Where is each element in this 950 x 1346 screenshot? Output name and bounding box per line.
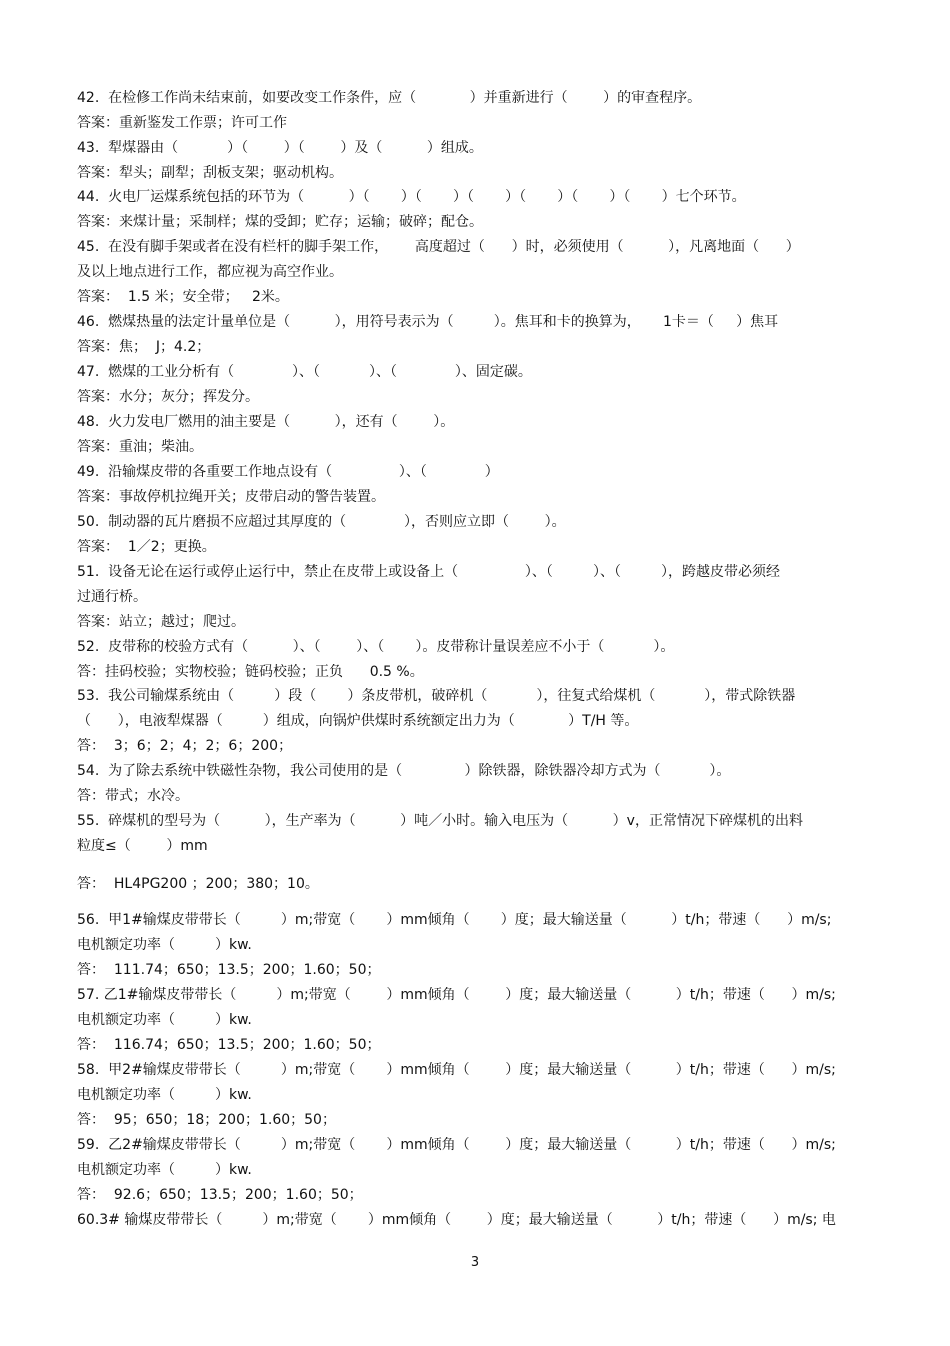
question-44: 44. 火电厂运煤系统包括的环节为（ ）（ ）（ ）（ ）（ ）（ ）（ ）七个环节。 xyxy=(77,189,746,205)
question-56-cont: 电机额定功率（ ）kw. xyxy=(77,937,252,953)
question-47: 47. 燃煤的工业分析有（ ）、（ ）、（ ）、固定碳。 xyxy=(77,364,532,380)
question-53-cont: （ ），电液犁煤器（ ）组成，向锅炉供煤时系统额定出力为（ ）T/H 等。 xyxy=(77,713,639,729)
answer-59: 答： 92.6；650；13.5；200；1.60；50； xyxy=(77,1187,363,1203)
question-51: 51. 设备无论在运行或停止运行中，禁止在皮带上或设备上（ ）、（ ）、（ ），跨越皮带必须经 xyxy=(77,564,781,580)
answer-45: 答案： 1.5 米；安全带； 2米。 xyxy=(77,289,289,305)
answer-53: 答： 3；6；2；4；2；6；200； xyxy=(77,738,293,754)
answer-46: 答案：焦； J；4.2； xyxy=(77,339,211,355)
question-45: 45. 在没有脚手架或者在没有栏杆的脚手架工作， 高度超过（ ）时，必须使用（ ），凡离地面（ ） xyxy=(77,239,800,255)
question-54: 54. 为了除去系统中铁磁性杂物，我公司使用的是（ ）除铁器，除铁器冷却方式为（ ）。 xyxy=(77,763,731,779)
question-49: 49. 沿输煤皮带的各重要工作地点设有（ ）、（ ） xyxy=(77,464,499,480)
answer-51: 答案：站立；越过；爬过。 xyxy=(77,614,245,630)
answer-49: 答案：事故停机拉绳开关；皮带启动的警告装置。 xyxy=(77,489,385,505)
question-46: 46. 燃煤热量的法定计量单位是（ ），用符号表示为（ ）。焦耳和卡的换算为， 1卡＝（ ）焦耳 xyxy=(77,314,779,330)
question-58-cont: 电机额定功率（ ）kw. xyxy=(77,1087,252,1103)
question-45-cont: 及以上地点进行工作，都应视为高空作业。 xyxy=(77,264,343,280)
answer-42: 答案：重新鉴发工作票；许可工作 xyxy=(77,115,287,131)
question-59: 59. 乙2#输煤皮带带长（ ）m;带宽（ ）mm倾角（ ）度；最大输送量（ ）t/h；带速（ ）m/s; xyxy=(77,1137,836,1153)
question-42: 42. 在检修工作尚未结束前，如要改变工作条件，应（ ）并重新进行（ ）的审查程序。 xyxy=(77,90,702,106)
question-57-cont: 电机额定功率（ ）kw. xyxy=(77,1012,252,1028)
question-57: 57. 乙1#输煤皮带带长（ ）m;带宽（ ）mm倾角（ ）度；最大输送量（ ）t/h；带速（ ）m/s; xyxy=(77,987,836,1003)
question-55-cont: 粒度≤（ ）mm xyxy=(77,838,208,854)
answer-48: 答案：重油；柴油。 xyxy=(77,439,203,455)
question-51-cont: 过通行桥。 xyxy=(77,589,147,605)
question-59-cont: 电机额定功率（ ）kw. xyxy=(77,1162,252,1178)
answer-50: 答案： 1／2；更换。 xyxy=(77,539,216,555)
answer-54: 答：带式；水冷。 xyxy=(77,788,189,804)
question-60: 60.3# 输煤皮带带长（ ）m;带宽（ ）mm倾角（ ）度；最大输送量（ ）t/h；带速（ ）m/s; 电 xyxy=(77,1212,836,1228)
answer-43: 答案：犁头；副犁；刮板支架；驱动机构。 xyxy=(77,165,343,181)
answer-55: 答： HL4PG200 ；200；380；10。 xyxy=(77,876,319,892)
answer-58: 答： 95；650；18；200；1.60；50； xyxy=(77,1112,336,1128)
question-52: 52. 皮带称的校验方式有（ ）、（ ）、（ ）。皮带称计量误差应不小于（ ）。 xyxy=(77,639,675,655)
question-43: 43. 犁煤器由（ ）（ ）（ ）及（ ）组成。 xyxy=(77,140,483,156)
question-55: 55. 碎煤机的型号为（ ），生产率为（ ）吨／小时。输入电压为（ ）v，正常情况下碎煤机的出料 xyxy=(77,813,803,829)
question-53: 53. 我公司输煤系统由（ ）段（ ）条皮带机，破碎机（ ），往复式给煤机（ ），带式除铁器 xyxy=(77,688,796,704)
answer-47: 答案：水分；灰分；挥发分。 xyxy=(77,389,259,405)
answer-57: 答： 116.74；650；13.5；200；1.60；50； xyxy=(77,1037,381,1053)
question-50: 50. 制动器的瓦片磨损不应超过其厚度的（ ），否则应立即（ ）。 xyxy=(77,514,566,530)
page-number: 3 xyxy=(470,1255,480,1270)
question-56: 56. 甲1#输煤皮带带长（ ）m;带宽（ ）mm倾角（ ）度；最大输送量（ ）t/h；带速（ ）m/s; xyxy=(77,912,832,928)
answer-44: 答案：来煤计量；采制样；煤的受卸；贮存；运输；破碎；配仓。 xyxy=(77,214,483,230)
answer-56: 答： 111.74；650；13.5；200；1.60；50； xyxy=(77,962,381,978)
answer-52: 答：挂码校验；实物校验；链码校验；正负 0.5 %。 xyxy=(77,664,424,680)
question-48: 48. 火力发电厂燃用的油主要是（ ），还有（ ）。 xyxy=(77,414,455,430)
question-58: 58. 甲2#输煤皮带带长（ ）m;带宽（ ）mm倾角（ ）度；最大输送量（ ）t/h；带速（ ）m/s; xyxy=(77,1062,836,1078)
